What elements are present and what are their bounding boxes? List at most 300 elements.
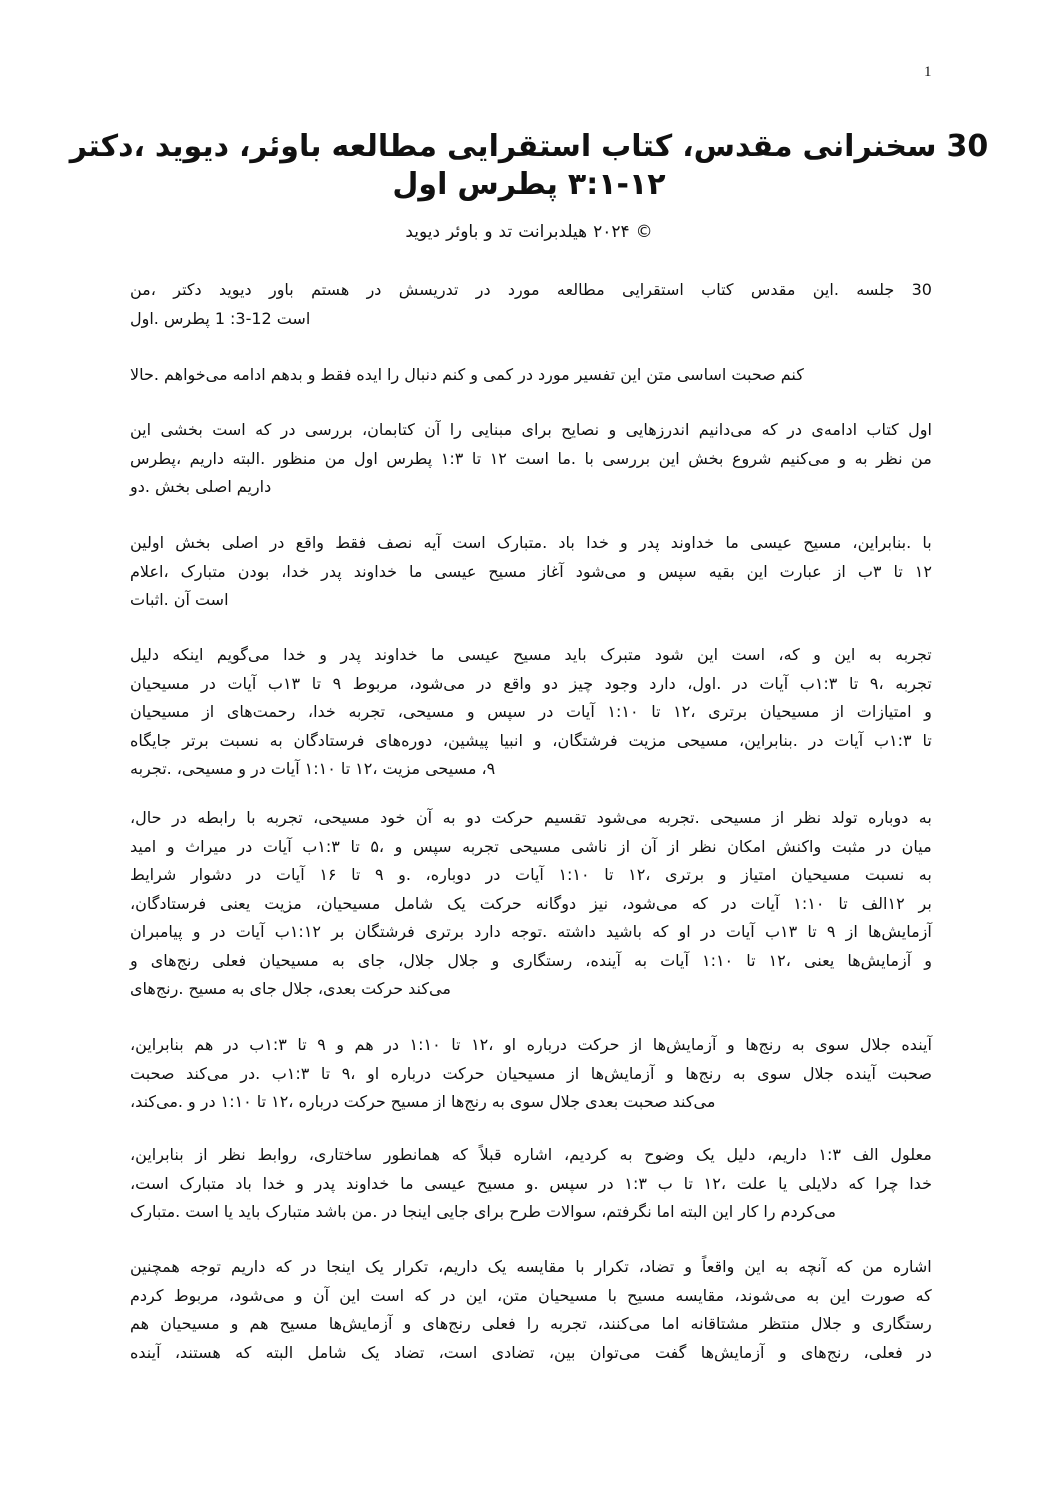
paragraph-line: [130, 1282, 932, 1311]
word: شامل: [394, 893, 434, 913]
word: بر: [331, 922, 345, 941]
word: در: [223, 1035, 239, 1054]
word: مسیح: [279, 1314, 318, 1333]
word: جلال: [810, 1314, 842, 1333]
word: میراث: [185, 836, 227, 856]
word: آزمایش‌ها: [700, 1342, 765, 1362]
word: در: [732, 673, 748, 693]
word: است: [515, 448, 549, 468]
word: آینده: [845, 1063, 876, 1083]
word: و: [166, 836, 175, 856]
word: داریم: [236, 477, 272, 496]
word: آیات: [262, 836, 292, 856]
word: مقدس،: [682, 129, 793, 164]
word: است: [731, 645, 766, 664]
word: مقایسه: [675, 1285, 725, 1305]
word: .این: [812, 280, 839, 299]
word: یعنی: [220, 893, 251, 913]
word: پطرس: [386, 448, 433, 468]
word: وضوح: [644, 1145, 685, 1164]
word: اول: [908, 420, 932, 439]
word: چیز: [569, 673, 594, 693]
word: دکتر: [173, 280, 202, 299]
paragraph-line: [130, 305, 932, 334]
word: باید: [238, 1202, 261, 1221]
word: کردم: [130, 1285, 164, 1305]
word: در: [700, 922, 716, 941]
word: ۱:۱۰: [607, 702, 639, 721]
word: :3-12: [230, 308, 272, 328]
word: اینکه: [172, 645, 204, 664]
word: دشوار: [190, 865, 232, 884]
word: مسیحی،: [176, 759, 234, 778]
word: رستگاری: [871, 1314, 932, 1333]
word: و: [813, 645, 821, 664]
word: ۱۲،: [471, 1035, 494, 1054]
word: 30: [911, 280, 932, 299]
title-line: [69, 128, 989, 166]
word: این: [658, 448, 680, 468]
word: او: [503, 1035, 517, 1054]
word: ۳ب: [857, 561, 882, 581]
word: است: [194, 590, 229, 609]
word: مسیح: [188, 979, 227, 998]
word: آزمایش‌ها: [847, 950, 912, 970]
word: ۹: [826, 922, 836, 941]
word: ۱۲،: [628, 865, 651, 884]
word: در: [269, 533, 285, 552]
word: رحمت‌های: [226, 702, 296, 721]
word: این: [620, 365, 642, 384]
word: ۱۲الف: [861, 893, 905, 913]
word: .اول: [130, 308, 159, 328]
word: داشته: [557, 922, 596, 941]
word: داریم: [230, 1257, 266, 1276]
word: تا: [256, 1092, 267, 1111]
word: تجربه: [550, 1314, 587, 1333]
word: و: [638, 561, 647, 581]
word: از: [771, 808, 785, 827]
word: مسیحیان: [130, 702, 190, 721]
word: ۱:۳: [440, 448, 464, 468]
word: به: [868, 645, 882, 664]
word: است: [370, 1285, 405, 1305]
word: پیامبران: [130, 922, 183, 941]
word: که: [915, 1285, 932, 1305]
paragraph-line: [130, 641, 932, 670]
word: سپس: [658, 561, 697, 581]
paragraph-line: [130, 1060, 932, 1089]
word: می‌دانیم: [698, 420, 753, 439]
word: دلیل: [130, 645, 159, 664]
word: باشید: [605, 922, 642, 941]
word: از: [833, 561, 846, 581]
word: تجربه: [348, 702, 386, 721]
word: در: [382, 1202, 398, 1221]
word: یک: [487, 1257, 507, 1276]
word: واقع: [503, 673, 532, 693]
word: اشاره: [892, 1257, 932, 1276]
word: تجربه: [462, 836, 499, 856]
word: تد: [498, 222, 513, 242]
word: به: [619, 1145, 633, 1164]
word: می‌گویم: [216, 645, 270, 664]
word: ۱:۱۰: [701, 950, 734, 970]
word: در: [476, 673, 492, 693]
word: و: [336, 1035, 345, 1054]
word: متن: [646, 365, 672, 384]
word: ۱۲،: [271, 1092, 294, 1111]
word: .رنج‌های: [130, 979, 184, 998]
word: تضاد: [393, 1342, 425, 1362]
word: دو: [466, 808, 481, 827]
word: داریم،: [767, 1145, 807, 1164]
word: باوئر: [446, 222, 479, 242]
word: تضاد،: [638, 1257, 675, 1276]
word: واکنش: [776, 836, 822, 856]
word: هستم: [311, 280, 350, 299]
word: نظر: [219, 1145, 246, 1164]
word: آینده: [901, 1035, 932, 1054]
word: هم: [249, 1314, 269, 1333]
word: نسبت: [219, 730, 259, 750]
word: .اثبات: [130, 590, 169, 609]
word: و: [665, 1063, 674, 1083]
word: او: [366, 1063, 380, 1083]
word: جلال: [802, 1063, 834, 1083]
word: جلال: [549, 1092, 581, 1111]
word: عیسی: [750, 533, 792, 552]
word: فقط: [320, 365, 352, 384]
word: اما: [656, 1202, 675, 1221]
word: نگرفتم،: [601, 1202, 652, 1221]
word: تکرار: [393, 1257, 429, 1276]
word: من: [911, 448, 932, 468]
word: به: [806, 1285, 820, 1305]
word: تا: [893, 561, 903, 581]
word: این: [834, 645, 856, 664]
word: این: [130, 420, 152, 439]
word: آزمایش‌ها: [590, 1063, 655, 1083]
word: مقدس: [750, 280, 796, 299]
word: و: [608, 420, 617, 439]
word: از: [845, 922, 858, 941]
word: تکرار: [594, 1257, 629, 1276]
word: و: [466, 702, 475, 721]
word: بخشی: [160, 420, 203, 439]
word: آیات: [515, 865, 544, 884]
word: با: [584, 448, 594, 468]
word: به: [732, 1063, 746, 1083]
word: نظر: [794, 808, 822, 827]
word: به: [491, 1092, 505, 1111]
word: خدا: [283, 645, 306, 664]
word: باید: [564, 645, 587, 664]
word: و: [130, 950, 138, 970]
word: می‌شود: [596, 808, 648, 827]
word: آیات: [270, 759, 300, 778]
word: تا: [340, 759, 351, 778]
word: سوالات: [545, 1202, 597, 1221]
word: ۹: [332, 673, 342, 693]
word: ۹: [317, 1035, 326, 1054]
word: و: [620, 533, 628, 552]
word: و: [470, 365, 478, 384]
word: .بنابراین،: [739, 730, 798, 750]
word: آیات: [660, 950, 689, 970]
word: رنج‌ها: [745, 1035, 782, 1054]
word: ۱۲: [914, 561, 932, 581]
word: ما: [430, 645, 445, 664]
word: ما: [408, 561, 423, 581]
word: .متبارک: [496, 533, 548, 552]
word: فقط: [335, 533, 367, 552]
paragraph-line: [130, 1170, 932, 1199]
word: در: [237, 836, 253, 856]
word: در: [201, 673, 216, 693]
word: ،دکتر: [69, 129, 145, 164]
word: رنج‌های: [150, 950, 200, 970]
word: یک: [365, 1257, 384, 1276]
word: تفسیر: [574, 365, 616, 384]
word: فرشتگان: [354, 922, 415, 941]
word: جلال: [281, 979, 313, 998]
word: علت: [736, 1173, 768, 1193]
paragraph-line: [130, 1031, 932, 1060]
word: سپس: [412, 836, 452, 856]
word: است،: [130, 1173, 169, 1193]
word: فرستادگان: [293, 730, 365, 750]
word: همچنین: [130, 1257, 180, 1276]
word: رستگاری: [512, 950, 573, 970]
word: و: [778, 1342, 787, 1362]
word: ۱۳ب: [764, 922, 798, 941]
word: و: [296, 1173, 304, 1193]
word: در: [280, 420, 296, 439]
word: مبنایی: [471, 420, 513, 439]
word: امید: [130, 836, 157, 856]
word: فعلی: [212, 950, 247, 970]
word: خدا: [262, 1173, 286, 1193]
word: بخش: [688, 448, 724, 468]
word: که،: [778, 645, 800, 664]
word: یا: [223, 1202, 234, 1221]
paragraph-line: [130, 1088, 932, 1117]
paragraph-line: [130, 698, 932, 727]
word: تضادی: [491, 1342, 535, 1362]
word: مربوط: [352, 673, 398, 693]
word: حرکت: [361, 979, 404, 998]
word: و: [319, 645, 327, 664]
word: باد: [235, 1173, 252, 1193]
word: دارد: [649, 673, 676, 693]
word: قبلاً: [479, 1145, 502, 1164]
word: متبارک: [180, 561, 226, 581]
word: هم: [354, 1035, 374, 1054]
paragraph-line: [130, 1198, 932, 1227]
word: برای: [473, 1202, 505, 1221]
word: آیات: [725, 922, 755, 941]
word: خدا: [909, 1173, 932, 1193]
word: استقرایی: [446, 129, 592, 164]
word: را: [387, 365, 400, 384]
word: ۱:۳: [818, 1145, 841, 1164]
word: صحبت: [130, 1063, 175, 1083]
paragraph: [130, 1031, 932, 1117]
word: تا: [651, 702, 661, 721]
word: البته: [679, 1202, 708, 1221]
word: یعنی: [803, 950, 835, 970]
word: بعدی،: [317, 979, 357, 998]
word: و: [684, 1257, 692, 1276]
word: می‌خواهم: [163, 365, 228, 384]
word: بودن: [237, 561, 270, 581]
word: مسیح: [803, 533, 842, 552]
word: می‌کند: [408, 979, 451, 998]
word: در: [366, 280, 382, 299]
paragraph-line: [130, 975, 932, 1004]
word: .حالا: [130, 365, 159, 384]
word: برتری: [708, 702, 748, 721]
word: تا: [311, 673, 322, 693]
word: که: [848, 1173, 865, 1193]
word: مزیت: [628, 730, 667, 750]
word: تا: [451, 1035, 461, 1054]
word: متبارک: [265, 1202, 311, 1221]
word: برای: [521, 420, 552, 439]
word: من: [862, 1257, 883, 1276]
word: خداوند: [374, 645, 418, 664]
word: و: [718, 865, 727, 884]
word: می‌کنیم: [779, 448, 830, 468]
word: هستند،: [174, 1342, 221, 1362]
word: در: [538, 702, 554, 721]
word: ۲۰۲۴: [593, 222, 630, 242]
word: تا: [848, 673, 859, 693]
word: حرکت: [442, 1063, 485, 1083]
word: کتابمان،: [362, 420, 415, 439]
paragraph: [130, 804, 932, 1004]
word: تجربه: [895, 673, 932, 693]
paragraph-line: [130, 1310, 932, 1339]
word: از: [667, 836, 680, 856]
paragraph: [130, 1141, 932, 1227]
word: صورت: [860, 1285, 906, 1305]
word: عبارت: [779, 561, 822, 581]
word: جای: [249, 979, 277, 998]
word: او: [678, 922, 691, 941]
word: می‌کنند،: [597, 1314, 651, 1333]
word: ۱۶: [319, 865, 337, 884]
word: اول: [392, 167, 448, 202]
word: درباره: [298, 1092, 339, 1111]
word: در: [485, 865, 501, 884]
word: آزمایش‌ها: [652, 1035, 717, 1054]
word: به: [231, 979, 245, 998]
word: خداوند: [670, 533, 715, 552]
word: خدا،: [307, 702, 336, 721]
word: در: [518, 365, 534, 384]
word: در: [475, 280, 491, 299]
word: متن،: [497, 1285, 528, 1305]
word: سوی: [815, 1035, 850, 1054]
page-number: 1: [924, 64, 932, 80]
word: .اول،: [687, 673, 722, 693]
word: داریم،: [438, 1257, 478, 1276]
word: است: [276, 308, 311, 328]
word: کار: [738, 1202, 759, 1221]
word: شروع: [731, 448, 772, 468]
word: دوگانه: [535, 893, 577, 913]
word: به: [331, 950, 345, 970]
word: کتاب: [601, 129, 673, 164]
word: انبیا: [499, 730, 523, 750]
word: آیات: [227, 673, 257, 693]
word: که: [761, 420, 778, 439]
paragraph-line: [130, 918, 932, 947]
word: ۱۲: [489, 448, 507, 468]
word: این: [465, 1285, 487, 1305]
word: .توجه: [510, 922, 548, 941]
word: دوره‌های: [375, 730, 433, 750]
word: این: [744, 1257, 766, 1276]
paragraph-line: [130, 1141, 932, 1170]
word: خود: [380, 808, 406, 827]
word: آن: [173, 590, 190, 609]
word: ۱:۳ب: [249, 1035, 287, 1054]
word: یا: [778, 1173, 788, 1193]
word: می‌کردم: [780, 1202, 836, 1221]
word: اصلی: [195, 477, 232, 496]
word: است: [452, 533, 486, 552]
word: ساختاری،: [308, 1145, 373, 1164]
word: جای: [357, 950, 386, 970]
word: در: [917, 1342, 932, 1362]
word: ۱۲،: [768, 950, 791, 970]
word: آیات: [565, 702, 595, 721]
word: صحبت: [731, 365, 776, 384]
word: معلول: [890, 1145, 932, 1164]
word: 30: [946, 129, 989, 164]
word: ۳:۱-۱۲: [567, 167, 666, 202]
word: آیات: [275, 865, 305, 884]
word: نیز: [589, 893, 609, 913]
word: تا: [320, 1063, 331, 1083]
word: تا: [807, 922, 817, 941]
word: ۹: [374, 865, 384, 884]
word: آیات: [750, 893, 780, 913]
word: درباره: [526, 1035, 567, 1054]
word: تا: [604, 865, 614, 884]
word: دو: [543, 673, 558, 693]
word: از: [831, 702, 845, 721]
word: که: [836, 1257, 853, 1276]
word: در: [787, 420, 802, 439]
word: سوی: [757, 1063, 792, 1083]
word: در: [876, 836, 892, 856]
word: ۱۳ب: [267, 673, 301, 693]
word: .تجربه: [130, 759, 172, 778]
word: با: [575, 1257, 585, 1276]
word: و: [238, 759, 246, 778]
word: عیسی: [424, 1173, 467, 1193]
word: در: [721, 893, 737, 913]
word: یک: [695, 1145, 715, 1164]
word: .و: [398, 865, 411, 884]
word: بخش: [154, 477, 191, 496]
word: شامل: [307, 1342, 347, 1362]
word: مسیحیان،: [315, 893, 381, 913]
